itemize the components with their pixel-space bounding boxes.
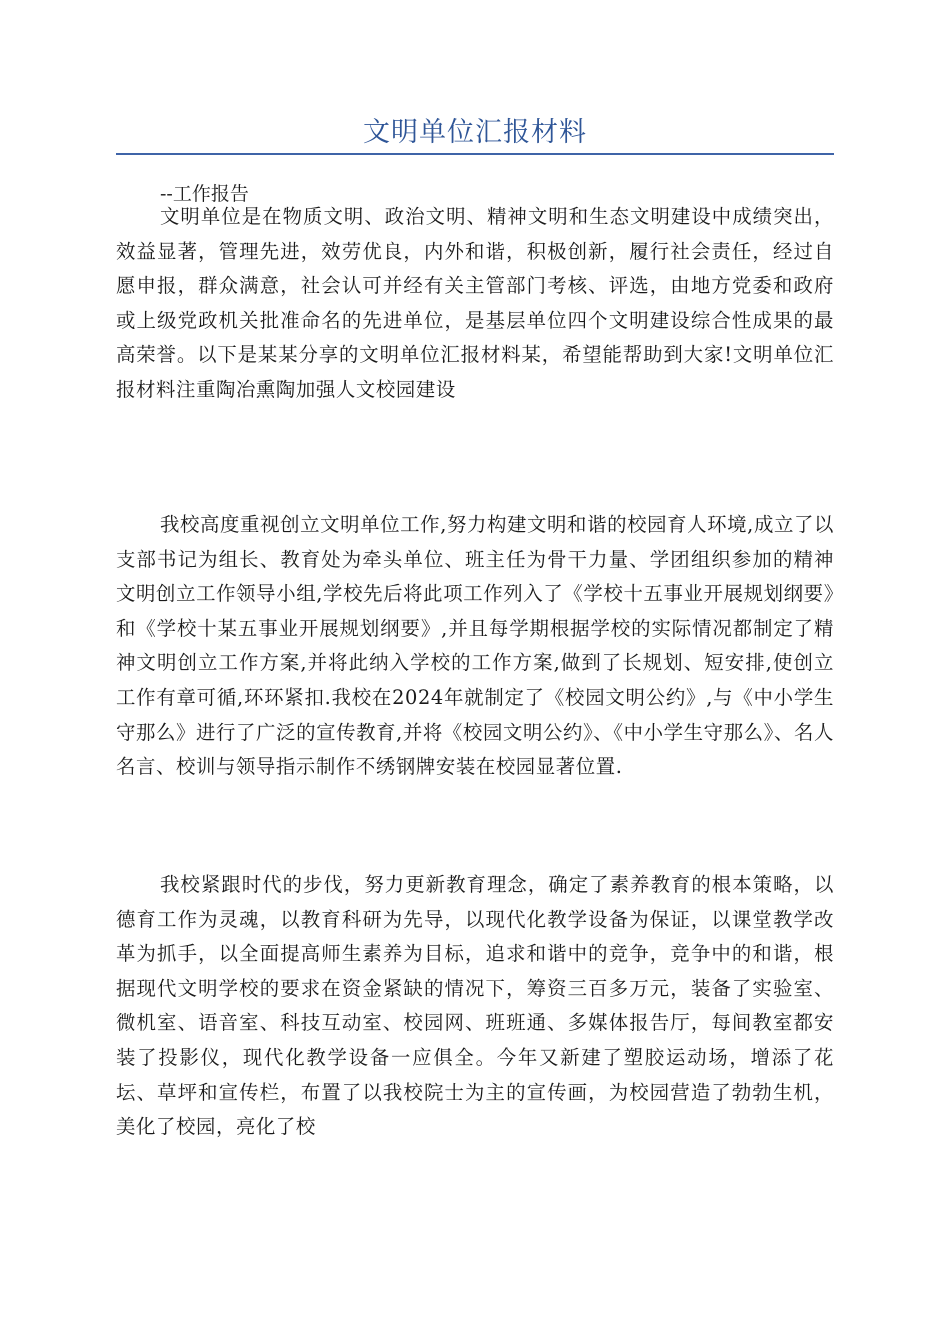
- document-subtitle: --工作报告: [160, 183, 249, 205]
- paragraph-intro: 文明单位是在物质文明、政治文明、精神文明和生态文明建设中成绩突出，效益显著，管理先进，效劳优良，内外和谐，积极创新，履行社会责任，经过自愿申报，群众满意，社会认可并经有关主管部门考核、评选，由地方党委和政府或上级党政机关批准命名的先进单位，是基层单位四个文明建设综合性成果的最高荣誉。以下是某某分享的文明单位汇报材料某，希望能帮助到大家!文明单位汇报材料注重陶冶熏陶加强人文校园建设: [116, 205, 834, 401]
- title-underline: [116, 153, 834, 155]
- document-title: 文明单位汇报材料: [363, 117, 587, 148]
- paragraph-creation-work: 我校高度重视创立文明单位工作,努力构建文明和谐的校园育人环境,成立了以支部书记为组长、教育处为牵头单位、班主任为骨干力量、学团组织参加的精神文明创立工作领导小组,学校先后将此项工作列入了《学校十五事业开展规划纲要》和《学校十某五事业开展规划纲要》,并且每学期根据学校的实际情况都制定了精神文明创立工作方案,并将此纳入学校的工作方案,做到了长规划、短安排,使创立工作有章可循,环环紧扣.我校在2024年就制定了《校园文明公约》,与《中小学生守那么》进行了广泛的宣传教育,并将《校园文明公约》、《中小学生守那么》、名人名言、校训与领导指示制作不绣钢牌安装在校园显著位置.: [116, 513, 834, 779]
- paragraph-education-reform: 我校紧跟时代的步伐，努力更新教育理念，确定了素养教育的根本策略，以德育工作为灵魂，以教育科研为先导，以现代化教学设备为保证，以课堂教学改革为抓手，以全面提高师生素养为目标，追求和谐中的竞争，竞争中的和谐，根据现代文明学校的要求在资金紧缺的情况下，筹资三百多万元，装备了实验室、微机室、语音室、科技互动室、校园网、班班通、多媒体报告厅，每间教室都安装了投影仪，现代化教学设备一应俱全。今年又新建了塑胶运动场，增添了花坛、草坪和宣传栏，布置了以我校院士为主的宣传画，为校园营造了勃勃生机，美化了校园，亮化了校: [116, 873, 834, 1139]
